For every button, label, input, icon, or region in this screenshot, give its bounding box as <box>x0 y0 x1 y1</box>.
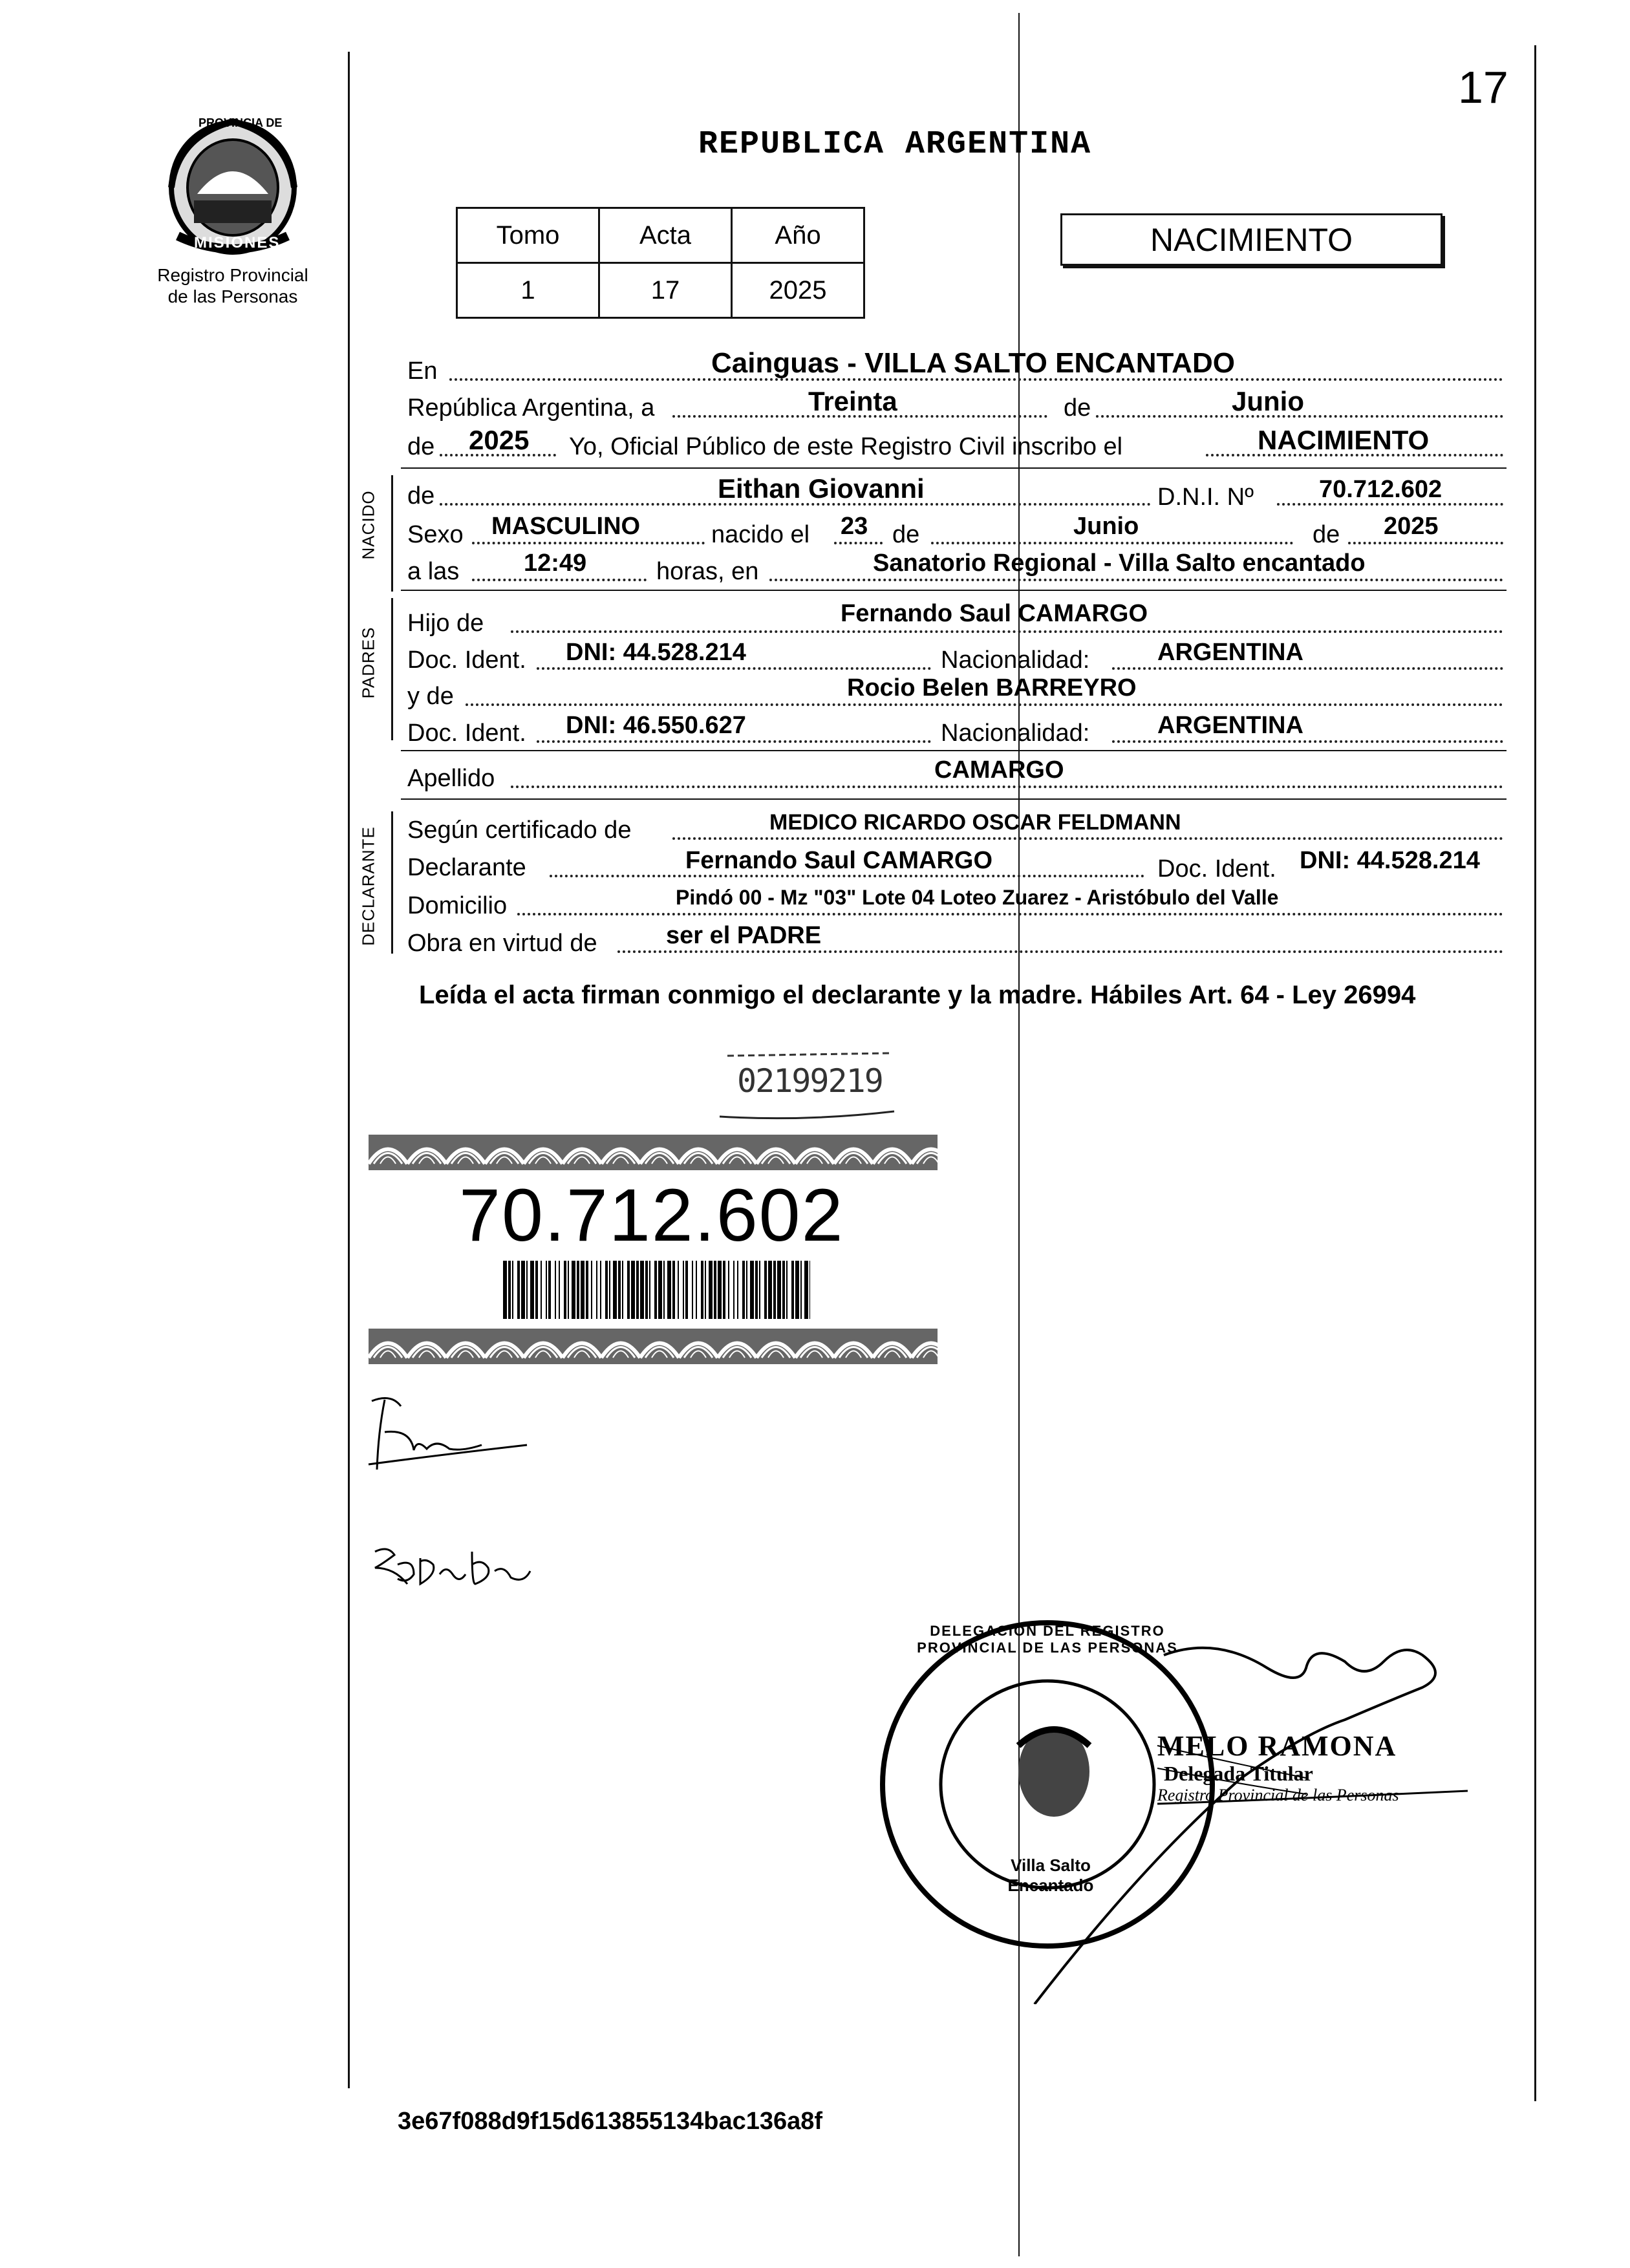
barcode-bar <box>773 1261 776 1319</box>
declarant-dots <box>550 875 1144 877</box>
seal-text-top: PROVINCIA DE <box>198 116 283 129</box>
issuer-line-2: de las Personas <box>167 286 298 306</box>
barcode-bar <box>535 1261 538 1319</box>
hours-label: horas, en <box>656 558 759 585</box>
country-label: República Argentina, a <box>407 394 655 422</box>
barcode-bar <box>750 1261 754 1319</box>
registration-month: Junio <box>1232 386 1304 416</box>
barcode-bar <box>737 1261 738 1319</box>
declarant-label: Declarante <box>407 854 526 881</box>
mother-doc-label: Doc. Ident. <box>407 720 526 747</box>
signature-mother <box>369 1539 537 1603</box>
barcode-bar <box>572 1261 575 1319</box>
born-de-label-3: de <box>1313 521 1340 548</box>
declarante-bracket <box>391 811 393 954</box>
declarant-doc: DNI: 44.528.214 <box>1300 847 1480 874</box>
barcode-bar <box>683 1261 684 1319</box>
barcode-bar <box>640 1261 644 1319</box>
table-header-acta: Acta <box>599 208 732 263</box>
place-value: Cainguas - VILLA SALTO ENCANTADO <box>711 347 1235 379</box>
child-sex: MASCULINO <box>491 513 641 540</box>
address-dots <box>517 913 1503 915</box>
barcode-bar <box>718 1261 722 1319</box>
seal-text-bottom: MISIONES <box>194 234 281 251</box>
birth-place: Sanatorio Regional - Villa Salto encantado <box>873 550 1366 577</box>
barcode-bar <box>600 1261 601 1319</box>
birth-day: 23 <box>841 513 868 540</box>
issuer-line-1: Registro Provincial <box>157 265 308 285</box>
surname-value: CAMARGO <box>934 756 1064 784</box>
barcode-bar <box>723 1261 725 1319</box>
barcode-bar <box>663 1261 665 1319</box>
birth-day-dots <box>834 542 883 544</box>
barcode-bar <box>568 1261 569 1319</box>
registry-table <box>456 207 865 319</box>
barcode-bar <box>759 1261 760 1319</box>
table-header-tomo: Tomo <box>457 208 599 263</box>
barcode-bar <box>692 1261 693 1319</box>
section-label-padres: PADRES <box>358 626 378 699</box>
mother-nationality-label: Nacionalidad: <box>941 720 1090 747</box>
surname-dots <box>511 786 1503 788</box>
stamp-official-name: MELO RAMONA <box>1157 1730 1397 1762</box>
child-dni: 70.712.602 <box>1319 476 1442 503</box>
mother-dots <box>466 703 1503 706</box>
barcode-bar <box>742 1261 745 1319</box>
barcode-bar <box>631 1261 635 1319</box>
birth-month: Junio <box>1073 513 1139 540</box>
table-value-tomo: 1 <box>457 263 599 318</box>
nacido-top-rule <box>401 467 1507 469</box>
barcode-bar <box>596 1261 597 1319</box>
barcode-bar <box>709 1261 713 1319</box>
barcode-bar <box>658 1261 662 1319</box>
barcode-bar <box>636 1261 639 1319</box>
surname-label: Apellido <box>407 765 495 792</box>
father-doc-dots <box>537 667 931 670</box>
barcode-bar <box>764 1261 767 1319</box>
surname-top-rule <box>401 750 1507 751</box>
born-de-label: de <box>407 482 435 509</box>
barcode-bar <box>503 1261 507 1319</box>
de-label-2: de <box>407 433 435 460</box>
father-doc: DNI: 44.528.214 <box>566 639 746 666</box>
declarant-name: Fernando Saul CAMARGO <box>685 847 993 874</box>
registration-year: 2025 <box>469 425 530 455</box>
declarante-top-rule <box>401 798 1507 800</box>
barcode-bar <box>618 1261 621 1319</box>
stamp-official-office: Registro Provincial de las Personas <box>1157 1786 1399 1804</box>
barcode-bar <box>696 1261 697 1319</box>
mother-nationality-dots <box>1112 740 1503 743</box>
barcode-bar <box>577 1261 579 1319</box>
document-type: NACIMIENTO <box>1150 221 1353 258</box>
by-virtue-label: Obra en virtud de <box>407 930 597 957</box>
barcode-bar <box>555 1261 556 1319</box>
barcode-bar <box>786 1261 788 1319</box>
barcode-bar <box>508 1261 511 1319</box>
serial-stamp <box>714 1044 902 1122</box>
barcode-bar <box>782 1261 785 1319</box>
page-title: REPUBLICA ARGENTINA <box>698 126 1092 163</box>
stamp-inner-text: Villa Salto Encantado <box>1007 1856 1094 1895</box>
by-virtue-value: ser el PADRE <box>666 922 822 949</box>
stamp-ring-text: DELEGACION DEL REGISTRO PROVINCIAL DE LAS PERSONAS <box>917 1623 1178 1656</box>
barcode-bar <box>667 1261 671 1319</box>
barcode-bar <box>526 1261 528 1319</box>
barcode-bar <box>714 1261 716 1319</box>
mother-nationality: ARGENTINA <box>1157 712 1303 739</box>
child-name: Eithan Giovanni <box>718 473 925 504</box>
barcode-bar <box>512 1261 513 1319</box>
table-value-ano: 2025 <box>732 263 864 318</box>
at-label: a las <box>407 558 460 585</box>
place-label: En <box>407 358 438 385</box>
act-type: NACIMIENTO <box>1258 425 1430 455</box>
barcode-bar <box>755 1261 758 1319</box>
birth-year: 2025 <box>1384 513 1439 540</box>
id-label-sticker <box>369 1135 938 1364</box>
section-label-declarante: DECLARANTE <box>358 826 378 946</box>
barcode-bar <box>804 1261 808 1319</box>
barcode-bar <box>685 1261 688 1319</box>
nacido-bracket <box>391 475 393 592</box>
born-de-label-2: de <box>892 521 920 548</box>
barcode-bar <box>701 1261 703 1319</box>
de-label-1: de <box>1064 394 1091 422</box>
father-nationality: ARGENTINA <box>1157 639 1303 666</box>
dni-dots <box>1277 503 1503 506</box>
stamp-official-role: Delegada Titular <box>1164 1762 1313 1785</box>
cert-dots <box>672 837 1503 840</box>
padres-top-rule <box>401 590 1507 591</box>
barcode-bar <box>645 1261 648 1319</box>
barcode-bar <box>654 1261 657 1319</box>
birth-time: 12:49 <box>524 550 587 577</box>
barcode-bar <box>791 1261 794 1319</box>
barcode-bar <box>705 1261 706 1319</box>
barcode-bar <box>517 1261 520 1319</box>
padres-bracket <box>391 598 393 740</box>
barcode-bar <box>649 1261 650 1319</box>
mother-doc: DNI: 46.550.627 <box>566 712 746 739</box>
and-label: y de <box>407 683 454 710</box>
barcode-bar <box>746 1261 747 1319</box>
barcode-bar <box>548 1261 551 1319</box>
barcode-bar <box>586 1261 588 1319</box>
barcode-bar <box>768 1261 772 1319</box>
serial-number: 02199219 <box>737 1062 883 1100</box>
id-label-number: 70.712.602 <box>459 1174 844 1257</box>
address-label: Domicilio <box>407 892 508 919</box>
birth-month-dots <box>931 542 1293 544</box>
father-dots <box>511 630 1503 633</box>
barcode-bar <box>800 1261 802 1319</box>
page-number: 17 <box>1458 62 1508 112</box>
declarant-doc-label: Doc. Ident. <box>1157 855 1276 883</box>
barcode-bar <box>546 1261 547 1319</box>
barcode-bar <box>678 1261 679 1319</box>
document-hash: 3e67f088d9f15d613855134bac136a8f <box>398 2108 823 2135</box>
child-of-label: Hijo de <box>407 610 484 637</box>
barcode-bar <box>609 1261 610 1319</box>
barcode-bar <box>581 1261 584 1319</box>
barcode-bar <box>521 1261 525 1319</box>
mother-doc-dots <box>537 740 931 743</box>
barcode-bar <box>613 1261 617 1319</box>
birth-place-dots <box>769 579 1503 581</box>
time-dots <box>472 579 647 581</box>
address-value: Pindó 00 - Mz "03" Lote 04 Loteo Zuarez - Aristóbulo del Valle <box>676 886 1279 909</box>
barcode-bar <box>541 1261 542 1319</box>
barcode-bar <box>564 1261 566 1319</box>
right-margin-line <box>1534 45 1536 2101</box>
cert-label: Según certificado de <box>407 817 632 844</box>
dni-label: D.N.I. Nº <box>1157 484 1254 511</box>
signature-declarant <box>365 1393 533 1477</box>
sex-label: Sexo <box>407 521 464 548</box>
barcode-bar <box>591 1261 592 1319</box>
father-doc-label: Doc. Ident. <box>407 647 526 674</box>
father-nationality-label: Nacionalidad: <box>941 647 1090 674</box>
barcode-bar <box>795 1261 799 1319</box>
by-virtue-dots <box>617 950 1503 953</box>
barcode-bar <box>530 1261 534 1319</box>
coat-of-arms <box>158 110 307 259</box>
table-header-ano: Año <box>732 208 864 263</box>
barcode-bar <box>733 1261 735 1319</box>
document-type-box <box>1060 213 1442 266</box>
barcode-bar <box>672 1261 675 1319</box>
mother-name: Rocio Belen BARREYRO <box>847 674 1137 701</box>
barcode-bar <box>622 1261 623 1319</box>
father-name: Fernando Saul CAMARGO <box>841 600 1148 627</box>
official-stamp <box>853 1616 1500 2004</box>
barcode-bar <box>605 1261 608 1319</box>
barcode <box>503 1261 810 1319</box>
barcode-bar <box>728 1261 729 1319</box>
official-text: Yo, Oficial Público de este Registro Civil inscribo el <box>569 433 1123 460</box>
left-margin-line <box>348 52 350 2088</box>
closing-text: Leída el acta firman conmigo el declarante y la madre. Hábiles Art. 64 - Ley 26994 <box>419 981 1416 1009</box>
father-nationality-dots <box>1112 667 1503 670</box>
sex-dots <box>472 542 705 544</box>
barcode-bar <box>627 1261 630 1319</box>
cert-value: MEDICO RICARDO OSCAR FELDMANN <box>769 810 1181 835</box>
birth-year-dots <box>1348 542 1503 544</box>
registration-day: Treinta <box>808 386 897 416</box>
barcode-bar <box>559 1261 560 1319</box>
section-label-nacido: NACIDO <box>358 490 378 560</box>
barcode-bar <box>777 1261 781 1319</box>
born-label: nacido el <box>711 521 810 548</box>
table-value-acta: 17 <box>599 263 732 318</box>
